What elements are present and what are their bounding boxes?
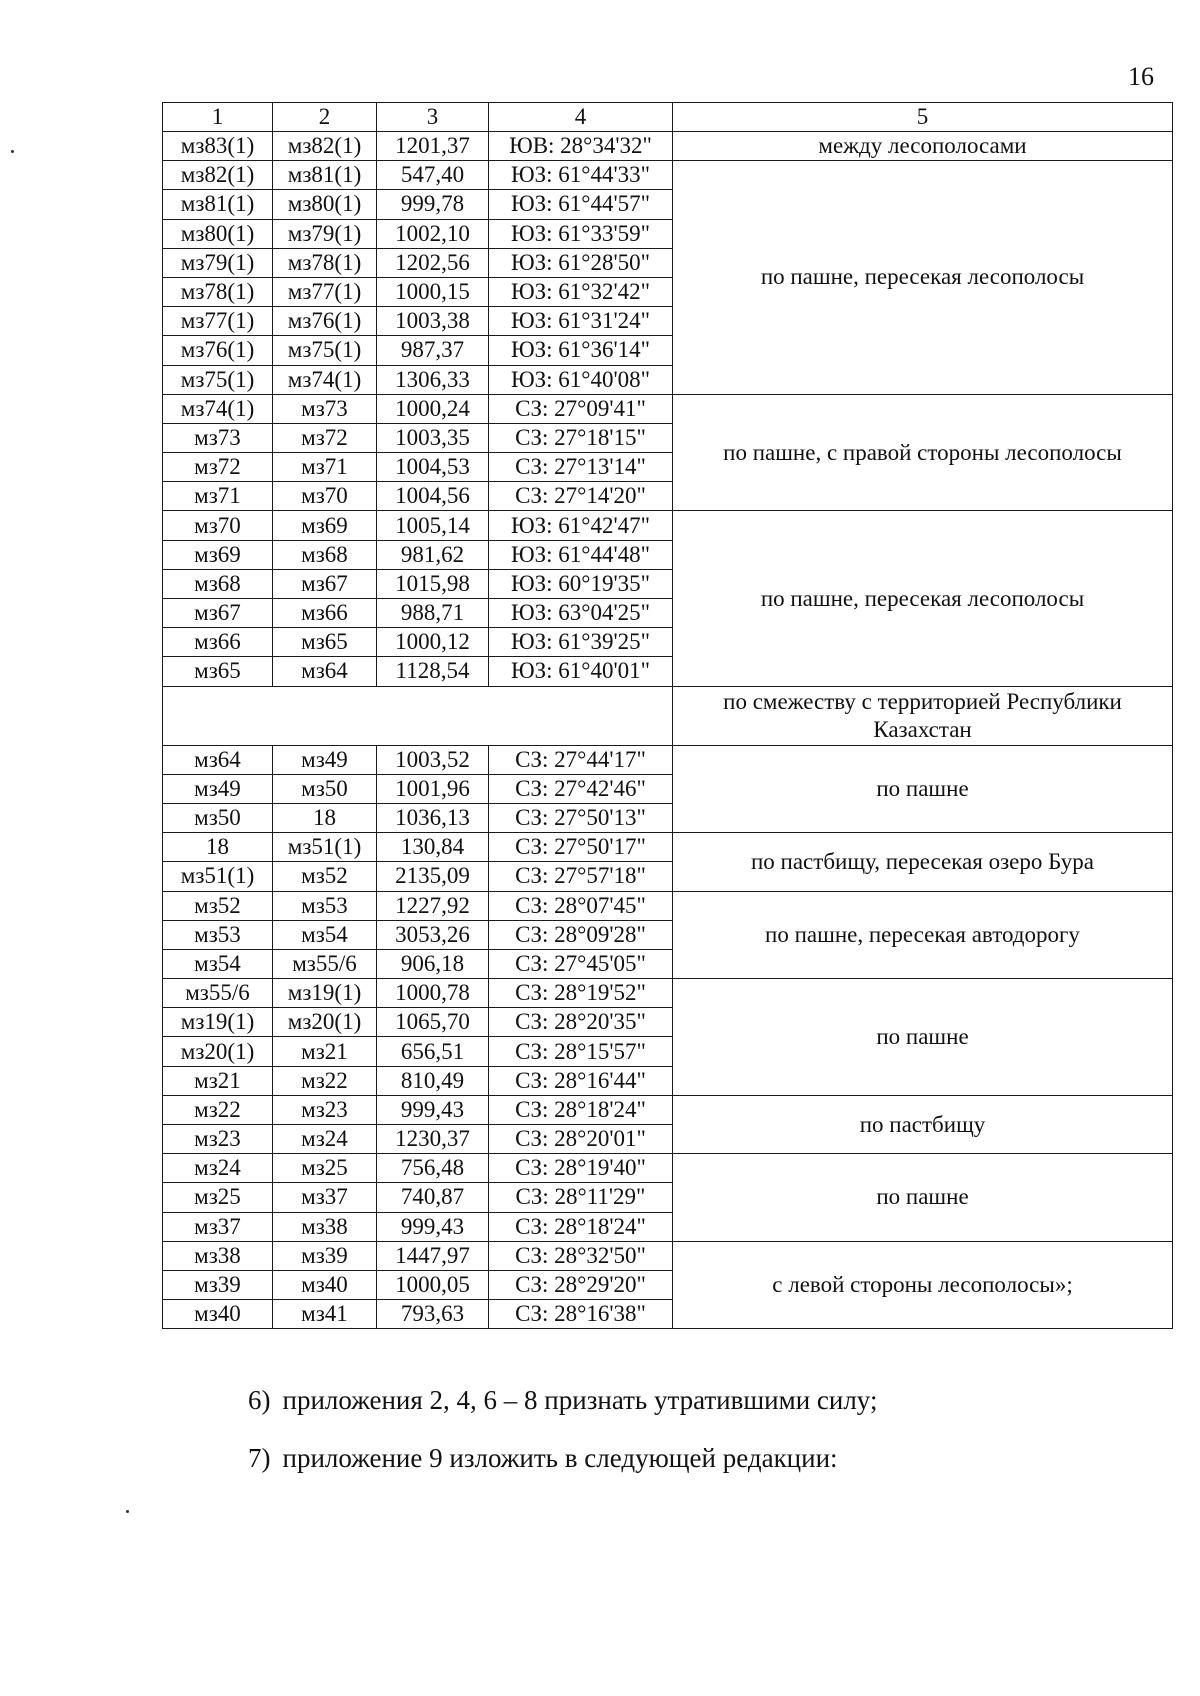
to-point-cell: мз55/6	[273, 949, 377, 978]
length-cell: 1003,35	[377, 423, 489, 452]
from-point-cell: мз79(1)	[163, 248, 273, 277]
to-point-cell: мз79(1)	[273, 219, 377, 248]
to-point-cell: мз78(1)	[273, 248, 377, 277]
from-point-cell: мз77(1)	[163, 307, 273, 336]
to-point-cell: мз22	[273, 1066, 377, 1095]
bearing-cell: СЗ: 28°19'40"	[489, 1154, 673, 1183]
length-cell: 1230,37	[377, 1125, 489, 1154]
description-cell: по пашне	[673, 745, 1173, 833]
from-point-cell: мз20(1)	[163, 1037, 273, 1066]
from-point-cell: мз74(1)	[163, 394, 273, 423]
to-point-cell: мз50	[273, 774, 377, 803]
bearing-cell: СЗ: 28°16'38"	[489, 1300, 673, 1329]
paragraph-text: приложения 2, 4, 6 – 8 признать утратившими силу;	[282, 1385, 878, 1415]
to-point-cell: мз70	[273, 482, 377, 511]
description-cell: по пашне, пересекая лесополосы	[673, 511, 1173, 686]
bearing-cell: СЗ: 28°18'24"	[489, 1212, 673, 1241]
to-point-cell: мз73	[273, 394, 377, 423]
from-point-cell: мз68	[163, 569, 273, 598]
length-cell: 1000,12	[377, 628, 489, 657]
bearing-cell: СЗ: 27°42'46"	[489, 774, 673, 803]
description-cell: с левой стороны лесополосы»;	[673, 1241, 1173, 1329]
to-point-cell: мз38	[273, 1212, 377, 1241]
length-cell: 740,87	[377, 1183, 489, 1212]
from-point-cell: 18	[163, 833, 273, 862]
length-cell: 1004,56	[377, 482, 489, 511]
length-cell: 1201,37	[377, 132, 489, 161]
to-point-cell: мз40	[273, 1270, 377, 1299]
from-point-cell: мз69	[163, 540, 273, 569]
to-point-cell: мз72	[273, 423, 377, 452]
to-point-cell: мз24	[273, 1125, 377, 1154]
table-row	[163, 161, 1173, 190]
length-cell: 2135,09	[377, 862, 489, 891]
from-point-cell: мз66	[163, 628, 273, 657]
paragraph-6	[248, 1384, 877, 1416]
description-cell: по пашне, пересекая лесополосы	[673, 161, 1173, 395]
empty-cell	[163, 686, 673, 745]
length-cell: 999,43	[377, 1212, 489, 1241]
from-point-cell: мз67	[163, 599, 273, 628]
length-cell: 1227,92	[377, 891, 489, 920]
bearing-cell: ЮВ: 28°34'32"	[489, 132, 673, 161]
table-row	[163, 1241, 1173, 1270]
table-row	[163, 745, 1173, 774]
description-cell: между лесополосами	[673, 132, 1173, 161]
bearing-cell: СЗ: 28°19'52"	[489, 979, 673, 1008]
column-header-5: 5	[673, 103, 1173, 132]
from-point-cell: мз73	[163, 423, 273, 452]
to-point-cell: мз74(1)	[273, 365, 377, 394]
length-cell: 1001,96	[377, 774, 489, 803]
description-cell: по пастбищу	[673, 1095, 1173, 1153]
from-point-cell: мз76(1)	[163, 336, 273, 365]
to-point-cell: мз65	[273, 628, 377, 657]
length-cell: 756,48	[377, 1154, 489, 1183]
to-point-cell: мз53	[273, 891, 377, 920]
description-cell: по пашне	[673, 979, 1173, 1096]
description-cell: по пастбищу, пересекая озеро Бура	[673, 833, 1173, 891]
from-point-cell: мз75(1)	[163, 365, 273, 394]
to-point-cell: мз71	[273, 453, 377, 482]
from-point-cell: мз83(1)	[163, 132, 273, 161]
bearing-cell: ЮЗ: 61°31'24"	[489, 307, 673, 336]
paragraph-text: приложение 9 изложить в следующей редакции:	[282, 1443, 838, 1473]
length-cell: 988,71	[377, 599, 489, 628]
table-row	[163, 891, 1173, 920]
from-point-cell: мз40	[163, 1300, 273, 1329]
length-cell: 1128,54	[377, 657, 489, 686]
to-point-cell: мз76(1)	[273, 307, 377, 336]
table-row	[163, 979, 1173, 1008]
from-point-cell: мз23	[163, 1125, 273, 1154]
table-row	[163, 511, 1173, 540]
paragraph-number: 6)	[248, 1385, 271, 1415]
from-point-cell: мз52	[163, 891, 273, 920]
column-header-4: 4	[489, 103, 673, 132]
to-point-cell: мз68	[273, 540, 377, 569]
to-point-cell: мз21	[273, 1037, 377, 1066]
to-point-cell: мз82(1)	[273, 132, 377, 161]
to-point-cell: мз67	[273, 569, 377, 598]
page-number: 16	[1128, 62, 1154, 91]
bearing-cell: ЮЗ: 61°40'08"	[489, 365, 673, 394]
from-point-cell: мз21	[163, 1066, 273, 1095]
from-point-cell: мз24	[163, 1154, 273, 1183]
to-point-cell: мз64	[273, 657, 377, 686]
length-cell: 1065,70	[377, 1008, 489, 1037]
length-cell: 981,62	[377, 540, 489, 569]
to-point-cell: мз19(1)	[273, 979, 377, 1008]
table-row	[163, 1154, 1173, 1183]
to-point-cell: мз80(1)	[273, 190, 377, 219]
column-header-2: 2	[273, 103, 377, 132]
bearing-cell: СЗ: 28°16'44"	[489, 1066, 673, 1095]
from-point-cell: мз65	[163, 657, 273, 686]
from-point-cell: мз37	[163, 1212, 273, 1241]
bearing-cell: ЮЗ: 61°44'33"	[489, 161, 673, 190]
paragraph-7	[248, 1442, 838, 1474]
length-cell: 810,49	[377, 1066, 489, 1095]
to-point-cell: мз23	[273, 1095, 377, 1124]
to-point-cell: мз69	[273, 511, 377, 540]
table-body	[163, 103, 1173, 1329]
bearing-cell: СЗ: 28°29'20"	[489, 1270, 673, 1299]
bearing-cell: ЮЗ: 61°44'57"	[489, 190, 673, 219]
to-point-cell: мз39	[273, 1241, 377, 1270]
to-point-cell: мз49	[273, 745, 377, 774]
table-row-span	[163, 686, 1173, 745]
to-point-cell: мз81(1)	[273, 161, 377, 190]
length-cell: 1003,52	[377, 745, 489, 774]
bearing-cell: СЗ: 27°57'18"	[489, 862, 673, 891]
bearing-cell: ЮЗ: 61°36'14"	[489, 336, 673, 365]
bearing-cell: ЮЗ: 61°28'50"	[489, 248, 673, 277]
bearing-cell: СЗ: 28°15'57"	[489, 1037, 673, 1066]
to-point-cell: мз41	[273, 1300, 377, 1329]
length-cell: 1000,24	[377, 394, 489, 423]
table-row	[163, 833, 1173, 862]
length-cell: 1202,56	[377, 248, 489, 277]
bearing-cell: СЗ: 28°32'50"	[489, 1241, 673, 1270]
bearing-cell: СЗ: 28°09'28"	[489, 920, 673, 949]
bearing-cell: ЮЗ: 61°33'59"	[489, 219, 673, 248]
from-point-cell: мз82(1)	[163, 161, 273, 190]
paragraph-number: 7)	[248, 1443, 271, 1473]
bearing-cell: ЮЗ: 61°40'01"	[489, 657, 673, 686]
table-row	[163, 1095, 1173, 1124]
from-point-cell: мз72	[163, 453, 273, 482]
from-point-cell: мз25	[163, 1183, 273, 1212]
from-point-cell: мз81(1)	[163, 190, 273, 219]
bearing-cell: ЮЗ: 61°42'47"	[489, 511, 673, 540]
length-cell: 1036,13	[377, 803, 489, 832]
length-cell: 1005,14	[377, 511, 489, 540]
description-cell: по пашне	[673, 1154, 1173, 1242]
bearing-cell: ЮЗ: 61°39'25"	[489, 628, 673, 657]
length-cell: 130,84	[377, 833, 489, 862]
from-point-cell: мз54	[163, 949, 273, 978]
table-row	[163, 394, 1173, 423]
description-cell: по смежеству с территорией Республики Казахстан	[673, 686, 1173, 745]
to-point-cell: мз51(1)	[273, 833, 377, 862]
from-point-cell: мз78(1)	[163, 277, 273, 306]
bearing-cell: СЗ: 28°20'01"	[489, 1125, 673, 1154]
bearing-cell: СЗ: 28°20'35"	[489, 1008, 673, 1037]
bearing-cell: ЮЗ: 60°19'35"	[489, 569, 673, 598]
length-cell: 793,63	[377, 1300, 489, 1329]
from-point-cell: мз70	[163, 511, 273, 540]
length-cell: 906,18	[377, 949, 489, 978]
bearing-cell: СЗ: 27°50'13"	[489, 803, 673, 832]
length-cell: 1000,15	[377, 277, 489, 306]
bearing-cell: СЗ: 28°07'45"	[489, 891, 673, 920]
length-cell: 3053,26	[377, 920, 489, 949]
length-cell: 987,37	[377, 336, 489, 365]
length-cell: 999,78	[377, 190, 489, 219]
to-point-cell: мз75(1)	[273, 336, 377, 365]
from-point-cell: мз71	[163, 482, 273, 511]
bearing-cell: СЗ: 28°18'24"	[489, 1095, 673, 1124]
length-cell: 547,40	[377, 161, 489, 190]
length-cell: 1447,97	[377, 1241, 489, 1270]
from-point-cell: мз38	[163, 1241, 273, 1270]
from-point-cell: мз50	[163, 803, 273, 832]
to-point-cell: мз25	[273, 1154, 377, 1183]
length-cell: 1004,53	[377, 453, 489, 482]
from-point-cell: мз39	[163, 1270, 273, 1299]
length-cell: 1306,33	[377, 365, 489, 394]
column-header-1: 1	[163, 103, 273, 132]
from-point-cell: мз22	[163, 1095, 273, 1124]
length-cell: 1015,98	[377, 569, 489, 598]
to-point-cell: мз52	[273, 862, 377, 891]
to-point-cell: 18	[273, 803, 377, 832]
from-point-cell: мз49	[163, 774, 273, 803]
length-cell: 1002,10	[377, 219, 489, 248]
table-row	[163, 132, 1173, 161]
from-point-cell: мз53	[163, 920, 273, 949]
scan-speck	[11, 150, 14, 153]
description-cell: по пашне, пересекая автодорогу	[673, 891, 1173, 979]
length-cell: 1000,05	[377, 1270, 489, 1299]
bearing-cell: ЮЗ: 61°32'42"	[489, 277, 673, 306]
column-header-3: 3	[377, 103, 489, 132]
bearing-cell: СЗ: 27°18'15"	[489, 423, 673, 452]
length-cell: 999,43	[377, 1095, 489, 1124]
from-point-cell: мз19(1)	[163, 1008, 273, 1037]
from-point-cell: мз55/6	[163, 979, 273, 1008]
to-point-cell: мз20(1)	[273, 1008, 377, 1037]
bearing-cell: СЗ: 27°44'17"	[489, 745, 673, 774]
bearing-cell: СЗ: 27°09'41"	[489, 394, 673, 423]
bearing-cell: СЗ: 27°13'14"	[489, 453, 673, 482]
from-point-cell: мз80(1)	[163, 219, 273, 248]
bearing-cell: ЮЗ: 61°44'48"	[489, 540, 673, 569]
from-point-cell: мз51(1)	[163, 862, 273, 891]
to-point-cell: мз66	[273, 599, 377, 628]
table-header-row	[163, 103, 1173, 132]
length-cell: 656,51	[377, 1037, 489, 1066]
description-cell: по пашне, с правой стороны лесополосы	[673, 394, 1173, 511]
to-point-cell: мз54	[273, 920, 377, 949]
to-point-cell: мз37	[273, 1183, 377, 1212]
boundary-table	[162, 102, 1173, 1329]
to-point-cell: мз77(1)	[273, 277, 377, 306]
bearing-cell: СЗ: 27°50'17"	[489, 833, 673, 862]
bearing-cell: ЮЗ: 63°04'25"	[489, 599, 673, 628]
length-cell: 1003,38	[377, 307, 489, 336]
bearing-cell: СЗ: 28°11'29"	[489, 1183, 673, 1212]
length-cell: 1000,78	[377, 979, 489, 1008]
scan-speck	[126, 1510, 129, 1513]
from-point-cell: мз64	[163, 745, 273, 774]
bearing-cell: СЗ: 27°45'05"	[489, 949, 673, 978]
bearing-cell: СЗ: 27°14'20"	[489, 482, 673, 511]
